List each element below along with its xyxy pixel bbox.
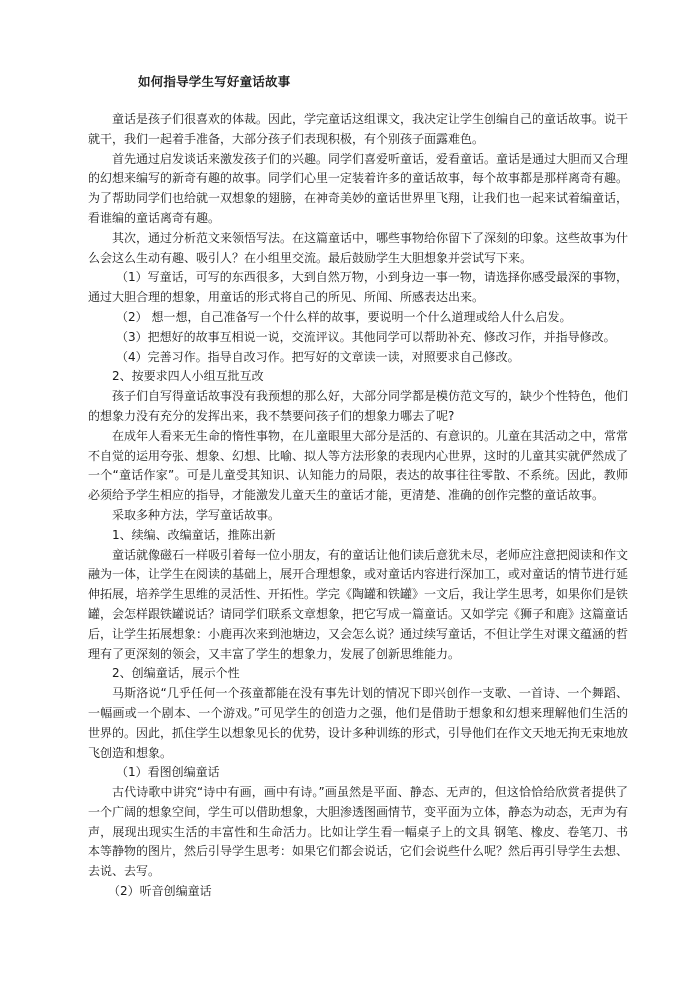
paragraph: 在成年人看来无生命的惰性事物，在儿童眼里大部分是活的、有意识的。儿童在其活动之中，常常不自觉的运用夸张、想象、幻想、比喻、拟人等方法形象的表现内心世界，这时的儿童其实就俨然成了一个“童话作家”。可是儿童受其知识、认知能力的局限，表达的故事往往零散、不系统。因此，教师必须给予学生相应的指导，才能激发儿童天生的童话才能，更清楚、准确的创作完整的童话故事。: [88, 428, 629, 503]
paragraph: 其次，通过分析范文来领悟写法。在这篇童话中，哪些事物给你留下了深刻的印象。这些故事为什么会这么生动有趣、吸引人？在小组里交流。最后鼓励学生大胆想象并尝试写下来。: [88, 230, 629, 265]
paragraph: 童话就像磁石一样吸引着每一位小朋友，有的童话让他们读后意犹未尽，老师应注意把阅读和作文融为一体，让学生在阅读的基础上，展开合理想象，或对童话内容进行深加工，或对童话的情节进行延伸拓展，培养学生思维的灵活性、开拓性。学完《陶罐和铁罐》一文后，我让学生思考，如果你们是铁罐，会怎样跟铁罐说话？请同学们联系文章想象，把它写成一篇童话。又如学完《狮子和鹿》这篇童话后，让学生拓展想象：小鹿再次来到池塘边，又会怎么说？通过续写童话，不但让学生对课文蕴涵的哲理有了更深刻的领会，又丰富了学生的想象力，发展了创新思维能力。: [88, 547, 629, 661]
section-heading: （1）看图创编童话: [116, 765, 220, 780]
paragraph: （3）把想好的故事互相说一说，交流评议。其他同学可以帮助补充、修改习作，并指导修改。: [116, 329, 616, 344]
section-heading: 2、按要求四人小组互批互改: [112, 369, 264, 384]
document-page: [88, 72, 628, 902]
section-heading: 1、续编、改编童话，推陈出新: [112, 527, 276, 542]
paragraph: 首先通过启发谈话来激发孩子们的兴趣。同学们喜爱听童话，爱看童话。童话是通过大胆而又合理的幻想来编写的新奇有趣的故事。同学们心里一定装着许多的童话故事，每个故事都是那样离奇有趣。为了帮助同学们也给就一双想象的翅膀，在神奇美妙的童话世界里飞翔，让我们也一起来试着编童话，看谁编的童话离奇有趣。: [88, 151, 629, 225]
paragraph: 童话是孩子们很喜欢的体裁。因此，学完童话这组课文，我决定让学生创编自己的童话故事。说干就干，我们一起着手准备，大部分孩子们表现积极，有个别孩子面露难色。: [88, 112, 629, 146]
paragraph: （1）写童话，可写的东西很多，大到自然万物，小到身边一事一物，请选择你感受最深的事物，通过大胆合理的想象，用童话的形式将自己的所见、所闻、所感表达出来。: [88, 270, 628, 305]
paragraph: 马斯洛说“几乎任何一个孩童都能在没有事先计划的情况下即兴创作一支歌、一首诗、一个舞蹈、一幅画或一个剧本、一个游戏。”可见学生的创造力之强，他们是借助于想象和幻想来理解他们生活的世界的。因此，抓住学生以想象见长的优势，设计多种训练的形式，引导他们在作文天地无拘无束地放飞创造和想象。: [88, 686, 629, 760]
paragraph: 孩子们自写得童话故事没有我预想的那么好，大部分同学都是模仿范文写的，缺少个性特色，他们的想象力没有充分的发挥出来，我不禁要问孩子们的想象力哪去了呢?: [88, 389, 629, 423]
paragraph: （2） 想一想，自己准备写一个什么样的故事，要说明一个什么道理或给人什么启发。: [116, 309, 572, 324]
section-heading: 2、创编童话，展示个性: [112, 666, 240, 681]
paragraph: 古代诗歌中讲究“诗中有画，画中有诗。”画虽然是平面、静态、无声的，但这恰恰给欣赏者提供了一个广阔的想象空间，学生可以借助想象，大胆渗透图画情节，变平面为立体，静态为动态，无声为有声，展现出现实生活的丰富性和生命活力。比如让学生看一幅桌子上的文具 钢笔、橡皮、卷笔刀、书本等静物的图片，然后引导学生思考：如果它们都会说话，它们会说些什么呢？然后再引导学生去想、去说、去写。: [88, 785, 629, 879]
document-title: 如何指导学生写好童话故事: [138, 74, 291, 89]
paragraph: 采取多种方法，学写童话故事。: [112, 507, 281, 522]
section-heading: （2）听音创编童话: [108, 884, 212, 899]
paragraph: （4）完善习作。指导自改习作。把写好的文章读一读，对照要求自己修改。: [116, 349, 520, 364]
